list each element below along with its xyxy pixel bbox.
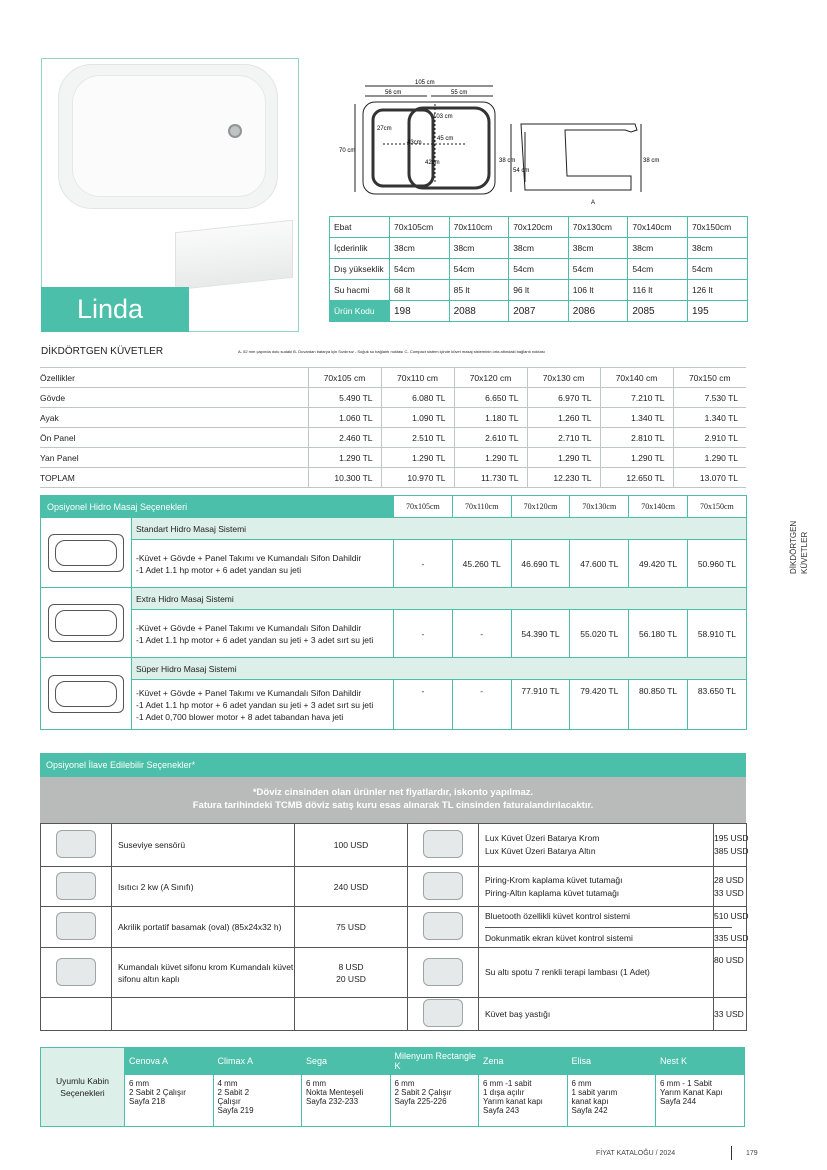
extras-right-price: [714, 907, 747, 948]
hydro-price: 50.960 TL: [687, 540, 746, 588]
spec-row-code: [330, 301, 748, 322]
section-title: DİKDÖRTGEN KÜVETLER: [41, 346, 164, 357]
dim-inner: 103 cm: [433, 114, 453, 120]
extras-right-icon: [408, 824, 479, 867]
spec-value: 70x140cm: [628, 217, 688, 238]
extras-right-icon: [408, 948, 479, 998]
spec-value: 38cm: [568, 238, 628, 259]
cabin-detail: [567, 1075, 656, 1127]
spec-label: Su hacmi: [330, 280, 390, 301]
hydro-system-row: [41, 610, 747, 658]
extras-left-icon: [41, 824, 112, 867]
hydro-price: 80.850 TL: [629, 680, 688, 730]
extras-right-price: [714, 867, 747, 907]
faucet-icon: [423, 830, 463, 858]
cabin-detail-line: Sayfa 225-226: [394, 1097, 447, 1106]
price-header-cell: 70x120 cm: [454, 368, 527, 388]
price-header-cell: Özellikler: [40, 368, 308, 388]
cabin-header-row: [41, 1048, 745, 1075]
price-value: 2.510 TL: [381, 428, 454, 448]
cabin-detail-line: 6 mm: [571, 1079, 592, 1088]
extras-left-price: [295, 907, 408, 948]
notice-line-1: *Döviz cinsinden olan ürünler net fiyatlardır, iskonto yapılmaz.: [252, 787, 534, 798]
price-row: [40, 448, 746, 468]
extras-right-price: [714, 948, 747, 998]
price-value: 1.290 TL: [673, 448, 746, 468]
side-tab-line1: DİKDÖRTGEN: [789, 520, 798, 574]
hydro-system-name: Extra Hidro Masaj Sistemi: [132, 588, 747, 610]
pillow-icon: [423, 999, 463, 1027]
extras-price-line: 100 USD: [333, 840, 369, 850]
hydro-col-header: 70x120cm: [511, 496, 570, 518]
price-value: 2.610 TL: [454, 428, 527, 448]
bathtub-side-photo: [175, 220, 293, 290]
extras-right-line: Piring-Krom kaplama küvet tutamağı: [485, 874, 623, 885]
extras-left-label: Akrilik portatif basamak (oval) (85x24x32 h): [112, 907, 295, 948]
spec-value: 38cm: [687, 238, 747, 259]
dim-right: 55 cm: [451, 90, 468, 96]
dim-a: 27cm: [377, 126, 392, 132]
cabin-detail-line: 6 mm: [306, 1079, 326, 1088]
portable-step-icon: [56, 912, 96, 940]
price-value: 2.810 TL: [600, 428, 673, 448]
spec-value: 68 lt: [390, 280, 450, 301]
extras-row: [41, 867, 747, 907]
price-label: Ayak: [40, 408, 308, 428]
spec-value: 38cm: [509, 238, 569, 259]
price-value: 6.970 TL: [527, 388, 600, 408]
price-row: [40, 388, 746, 408]
extras-left-price: [295, 998, 408, 1031]
price-row: [40, 428, 746, 448]
product-code-label: Ürün Kodu: [330, 301, 390, 322]
footer-catalog: FİYAT KATALOĞU / 2024: [596, 1150, 676, 1157]
price-value: 12.230 TL: [527, 468, 600, 488]
extras-left-label: Kumandalı küvet sifonu krom Kumandalı küvet sifonu altın kaplı: [112, 948, 295, 998]
hydro-price: 46.690 TL: [511, 540, 570, 588]
cabin-detail-line: 2 Sabit 2 Çalışır: [129, 1088, 186, 1097]
cabin-detail: [213, 1075, 302, 1127]
extras-right-line: Bluetooth özellikli küvet kontrol sistemi: [485, 910, 631, 921]
hydro-col-header: 70x110cm: [452, 496, 511, 518]
cabin-detail: [479, 1075, 568, 1127]
spec-value: 54cm: [390, 259, 450, 280]
extras-left-label: Isıtıcı 2 kw (A Sınıfı): [112, 867, 295, 907]
price-value: 1.340 TL: [600, 408, 673, 428]
spec-value: 85 lt: [449, 280, 509, 301]
price-value: 1.290 TL: [600, 448, 673, 468]
spec-row: [330, 238, 748, 259]
currency-notice: [40, 777, 746, 823]
tub-jets-icon: [41, 675, 131, 713]
extras-right-icon: [408, 907, 479, 948]
hydro-desc-line: -1 Adet 0,700 blower motor + 8 adet tabandan hava jeti: [136, 711, 344, 722]
hydro-price: 55.020 TL: [570, 610, 629, 658]
hydro-price: 77.910 TL: [511, 680, 570, 730]
price-value: 1.260 TL: [527, 408, 600, 428]
extras-left-price: [295, 867, 408, 907]
extras-left-icon: [41, 907, 112, 948]
extras-right-line: Küvet baş yastığı: [485, 1008, 551, 1019]
dimension-diagram: [335, 72, 665, 212]
handle-icon: [423, 872, 463, 900]
hydro-header-row: [41, 496, 747, 518]
hydro-price: 58.910 TL: [687, 610, 746, 658]
hydro-price: 49.420 TL: [629, 540, 688, 588]
hydro-massage-table: [40, 495, 747, 730]
extras-right-icon: [408, 998, 479, 1031]
spec-value: 70x120cm: [509, 217, 569, 238]
footer-page: 179: [746, 1150, 758, 1157]
spec-value: 54cm: [628, 259, 688, 280]
price-value: 7.530 TL: [673, 388, 746, 408]
price-value: 1.060 TL: [308, 408, 381, 428]
hydro-tub-icon: [41, 658, 132, 730]
cabin-detail-line: Sayfa 243: [483, 1106, 520, 1115]
spec-label: Ebat: [330, 217, 390, 238]
cabin-detail-line: 1 dışa açılır: [483, 1088, 525, 1097]
hydro-price: 45.260 TL: [452, 540, 511, 588]
product-code: 195: [687, 301, 747, 322]
extras-price-line: 33 USD: [714, 1008, 744, 1019]
extras-price-line: 510 USD: [714, 910, 749, 921]
price-header-cell: 70x140 cm: [600, 368, 673, 388]
spec-value: 54cm: [449, 259, 509, 280]
hydro-system-name-row: [41, 658, 747, 680]
dim-b: 45 cm: [437, 136, 454, 142]
hydro-col-header: 70x105cm: [394, 496, 453, 518]
spec-value: 116 lt: [628, 280, 688, 301]
price-value: 6.650 TL: [454, 388, 527, 408]
hydro-price: 47.600 TL: [570, 540, 629, 588]
product-code: 2087: [509, 301, 569, 322]
spec-value: 106 lt: [568, 280, 628, 301]
cabin-detail: [390, 1075, 479, 1127]
extras-right-icon: [408, 867, 479, 907]
underwater-light-icon: [423, 958, 463, 986]
cabin-name: Cenova A: [125, 1048, 214, 1075]
water-level-sensor-icon: [56, 830, 96, 858]
extras-row: [41, 948, 747, 998]
hydro-system-name-row: [41, 588, 747, 610]
cabin-detail-line: Yarım Kanat Kapı: [660, 1088, 723, 1097]
section-note: A- 52 mm çapında dolu sudaki B- Duvardan batarya için Sızdırsız - Soğuk su bağlantı noktası C- Compact sistem içinde küvet masaj sisteminin orta altındaki bağlantı noktası: [238, 349, 545, 354]
price-label: Yan Panel: [40, 448, 308, 468]
side-tab: [788, 504, 812, 574]
price-value: 13.070 TL: [673, 468, 746, 488]
hydro-system-name-row: [41, 518, 747, 540]
price-value: 1.290 TL: [381, 448, 454, 468]
spec-row: [330, 280, 748, 301]
cabin-detail-line: Sayfa 219: [217, 1106, 254, 1115]
extras-price-line: 240 USD: [333, 881, 369, 892]
price-value: 5.490 TL: [308, 388, 381, 408]
price-value: 2.710 TL: [527, 428, 600, 448]
extras-left-label: [112, 998, 295, 1031]
hydro-price: -: [394, 610, 453, 658]
price-label: TOPLAM: [40, 468, 308, 488]
extras-price-line: 195 USD: [714, 833, 749, 843]
cabin-name: Zena: [479, 1048, 568, 1075]
price-value: 1.290 TL: [308, 448, 381, 468]
notice-line-2: Fatura tarihindeki TCMB döviz satış kuru esas alınarak TL cinsinden faturalandırılacaktır.: [192, 800, 594, 811]
price-table: [40, 367, 746, 488]
extras-left-icon: [41, 998, 112, 1031]
price-value: 12.650 TL: [600, 468, 673, 488]
price-header-cell: 70x150 cm: [673, 368, 746, 388]
price-row: [40, 408, 746, 428]
extras-price-line: 75 USD: [336, 922, 366, 932]
cabin-options-table: [40, 1047, 745, 1127]
spec-value: 96 lt: [509, 280, 569, 301]
extras-right-label: [479, 867, 714, 907]
tub-jets-icon: [41, 604, 131, 642]
hydro-col-header: 70x130cm: [570, 496, 629, 518]
extras-right-line: Su altı spotu 7 renkli terapi lambası (1 Adet): [485, 967, 650, 977]
hydro-price: 79.420 TL: [570, 680, 629, 730]
extras-table: [40, 823, 747, 1031]
drain-icon: [228, 124, 242, 138]
cabin-detail: [656, 1075, 745, 1127]
price-value: 1.090 TL: [381, 408, 454, 428]
hydro-system-name: Süper Hidro Masaj Sistemi: [132, 658, 747, 680]
extras-title: Opsiyonel İlave Edilebilir Seçenekler*: [40, 753, 746, 777]
cabin-detail-line: 2 Sabit 2: [217, 1088, 250, 1097]
cabin-detail-line: Sayfa 218: [129, 1097, 166, 1106]
price-row: [40, 468, 746, 488]
price-value: 2.910 TL: [673, 428, 746, 448]
siphon-icon: [56, 958, 96, 986]
extras-price-line: 8 USD: [338, 961, 364, 972]
extras-right-line: Lux Küvet Üzeri Batarya Krom: [485, 833, 600, 843]
price-value: 2.460 TL: [308, 428, 381, 448]
cabin-detail-line: 6 mm: [394, 1079, 415, 1088]
spec-value: 126 lt: [687, 280, 747, 301]
price-value: 7.210 TL: [600, 388, 673, 408]
extras-row: [41, 907, 747, 948]
spec-value: 70x105cm: [390, 217, 450, 238]
dim-side1: 38 cm: [499, 158, 516, 164]
dim-mark: A: [591, 200, 596, 206]
spec-row: [330, 217, 748, 238]
cabin-detail-row: [41, 1075, 745, 1127]
hydro-desc-line: -1 Adet 1.1 hp motor + 6 adet yandan su jeti: [136, 564, 302, 575]
hydro-col-header: 70x140cm: [629, 496, 688, 518]
price-header-cell: 70x105 cm: [308, 368, 381, 388]
spec-value: 54cm: [568, 259, 628, 280]
extras-row: [41, 998, 747, 1031]
cabin-name: Sega: [302, 1048, 391, 1075]
hydro-desc-line: -Küvet + Gövde + Panel Takımı ve Kumandalı Sifon Dahildir: [136, 552, 362, 563]
hydro-desc-line: -1 Adet 1.1 hp motor + 6 adet yandan su jeti + 3 adet sırt su jeti: [136, 634, 374, 645]
price-value: 1.290 TL: [527, 448, 600, 468]
cabin-detail: [302, 1075, 391, 1127]
cabin-name: Nest K: [656, 1048, 745, 1075]
cabin-name: Climax A: [213, 1048, 302, 1075]
hydro-price: 56.180 TL: [629, 610, 688, 658]
dim-d: 42cm: [425, 160, 440, 166]
product-code: 198: [390, 301, 450, 322]
extras-price-line: 28 USD: [714, 874, 744, 885]
price-value: 1.340 TL: [673, 408, 746, 428]
price-value: 1.180 TL: [454, 408, 527, 428]
price-header-cell: 70x110 cm: [381, 368, 454, 388]
cabin-detail-line: Sayfa 244: [660, 1097, 697, 1106]
cabin-detail-line: 2 Sabit 2 Çalışır: [394, 1088, 452, 1097]
spec-value: 54cm: [687, 259, 747, 280]
cabin-detail-line: 1 sabit yarım: [571, 1088, 618, 1097]
cabin-detail-line: Sayfa 232-233: [306, 1097, 359, 1106]
dim-side3: 38 cm: [643, 158, 660, 164]
extras-right-label: [479, 907, 714, 948]
extras-right-line: Lux Küvet Üzeri Batarya Altın: [485, 846, 596, 856]
dim-height: 70 cm: [339, 148, 356, 154]
price-header-row: [40, 368, 746, 388]
hydro-title: Opsiyonel Hidro Masaj Seçenekleri: [41, 496, 394, 518]
hydro-price: -: [394, 680, 453, 730]
extras-right-price: [714, 998, 747, 1031]
hydro-system-name: Standart Hidro Masaj Sistemi: [132, 518, 747, 540]
extras-right-price: [714, 824, 747, 867]
cabin-detail-line: Nokta Menteşeli: [306, 1088, 364, 1097]
heater-icon: [56, 872, 96, 900]
price-label: Gövde: [40, 388, 308, 408]
hydro-system-desc: [132, 680, 394, 730]
dim-c: 43cm: [407, 140, 422, 146]
spec-label: İçderinlik: [330, 238, 390, 259]
extras-price-line: 20 USD: [336, 973, 366, 984]
cabin-name: Elisa: [567, 1048, 656, 1075]
price-value: 10.300 TL: [308, 468, 381, 488]
product-code: 2086: [568, 301, 628, 322]
extras-left-label: Suseviye sensörü: [112, 824, 295, 867]
dim-side2: 54 cm: [513, 168, 530, 174]
footer-divider: [731, 1146, 732, 1160]
control-panel-icon: [423, 912, 463, 940]
spec-value: 70x150cm: [687, 217, 747, 238]
hydro-system-row: [41, 680, 747, 730]
extras-right-line: Piring-Altın kaplama küvet tutamağı: [485, 887, 620, 898]
extras-price-line: 80 USD: [714, 955, 744, 965]
hydro-price: -: [452, 680, 511, 730]
extras-left-icon: [41, 867, 112, 907]
hydro-tub-icon: [41, 518, 132, 588]
hydro-system-row: [41, 540, 747, 588]
dim-total: 105 cm: [415, 80, 435, 86]
cabin-detail-line: 4 mm: [217, 1079, 238, 1088]
cabin-detail-line: kanat kapı: [571, 1097, 609, 1106]
hydro-price: 83.650 TL: [687, 680, 746, 730]
hydro-tub-icon: [41, 588, 132, 658]
spec-value: 38cm: [628, 238, 688, 259]
product-name: Linda: [41, 287, 189, 332]
spec-value: 38cm: [449, 238, 509, 259]
spec-value: 38cm: [390, 238, 450, 259]
cabin-detail-line: 6 mm -1 sabit: [483, 1079, 532, 1088]
extras-right-label: [479, 948, 714, 998]
side-tab-line2: KÜVETLER: [800, 531, 809, 574]
extras-right-line: Dokunmatik ekran küvet kontrol sistemi: [485, 927, 713, 945]
extras-right-label: [479, 998, 714, 1031]
tub-jets-icon: [41, 534, 131, 572]
extras-price-line: 385 USD: [714, 846, 749, 856]
hydro-desc-line: -Küvet + Gövde + Panel Takımı ve Kumandalı Sifon Dahildir: [136, 622, 362, 633]
extras-left-price: [295, 824, 408, 867]
dim-left: 56 cm: [385, 90, 402, 96]
spec-value: 54cm: [509, 259, 569, 280]
hydro-price: 54.390 TL: [511, 610, 570, 658]
product-code: 2085: [628, 301, 688, 322]
cabin-detail-line: Sayfa 242: [571, 1106, 608, 1115]
hydro-system-desc: [132, 540, 394, 588]
hydro-col-header: 70x150cm: [687, 496, 746, 518]
extras-price-line: 33 USD: [714, 887, 744, 898]
cabin-detail-line: 6 mm: [129, 1079, 149, 1088]
price-value: 1.290 TL: [454, 448, 527, 468]
price-value: 6.080 TL: [381, 388, 454, 408]
hydro-desc-line: -1 Adet 1.1 hp motor + 6 adet yandan su jeti + 3 adet sırt su jeti: [136, 699, 374, 710]
hydro-desc-line: -Küvet + Gövde + Panel Takımı ve Kumandalı Sifon Dahildir: [136, 687, 362, 698]
cabin-detail-line: Çalışır: [217, 1097, 241, 1106]
price-label: Ön Panel: [40, 428, 308, 448]
cabin-name: Milenyum Rectangle K: [390, 1048, 479, 1075]
spec-label: Dış yükseklik: [330, 259, 390, 280]
spec-value: 70x130cm: [568, 217, 628, 238]
extras-left-price: [295, 948, 408, 998]
price-header-cell: 70x130 cm: [527, 368, 600, 388]
spec-table: [329, 216, 748, 322]
spec-value: 70x110cm: [449, 217, 509, 238]
hydro-price: -: [452, 610, 511, 658]
extras-row: [41, 824, 747, 867]
hydro-price: -: [394, 540, 453, 588]
cabin-detail-line: Yarım kanat kapı: [483, 1097, 543, 1106]
cabin-detail-line: 6 mm - 1 Sabit: [660, 1079, 713, 1088]
price-value: 10.970 TL: [381, 468, 454, 488]
extras-right-label: [479, 824, 714, 867]
extras-left-icon: [41, 948, 112, 998]
price-value: 11.730 TL: [454, 468, 527, 488]
spec-row: [330, 259, 748, 280]
product-code: 2088: [449, 301, 509, 322]
cabin-label: Uyumlu Kabin Seçenekleri: [41, 1048, 125, 1127]
extras-price-line: 335 USD: [714, 927, 732, 945]
cabin-detail: [125, 1075, 214, 1127]
hydro-system-desc: [132, 610, 394, 658]
